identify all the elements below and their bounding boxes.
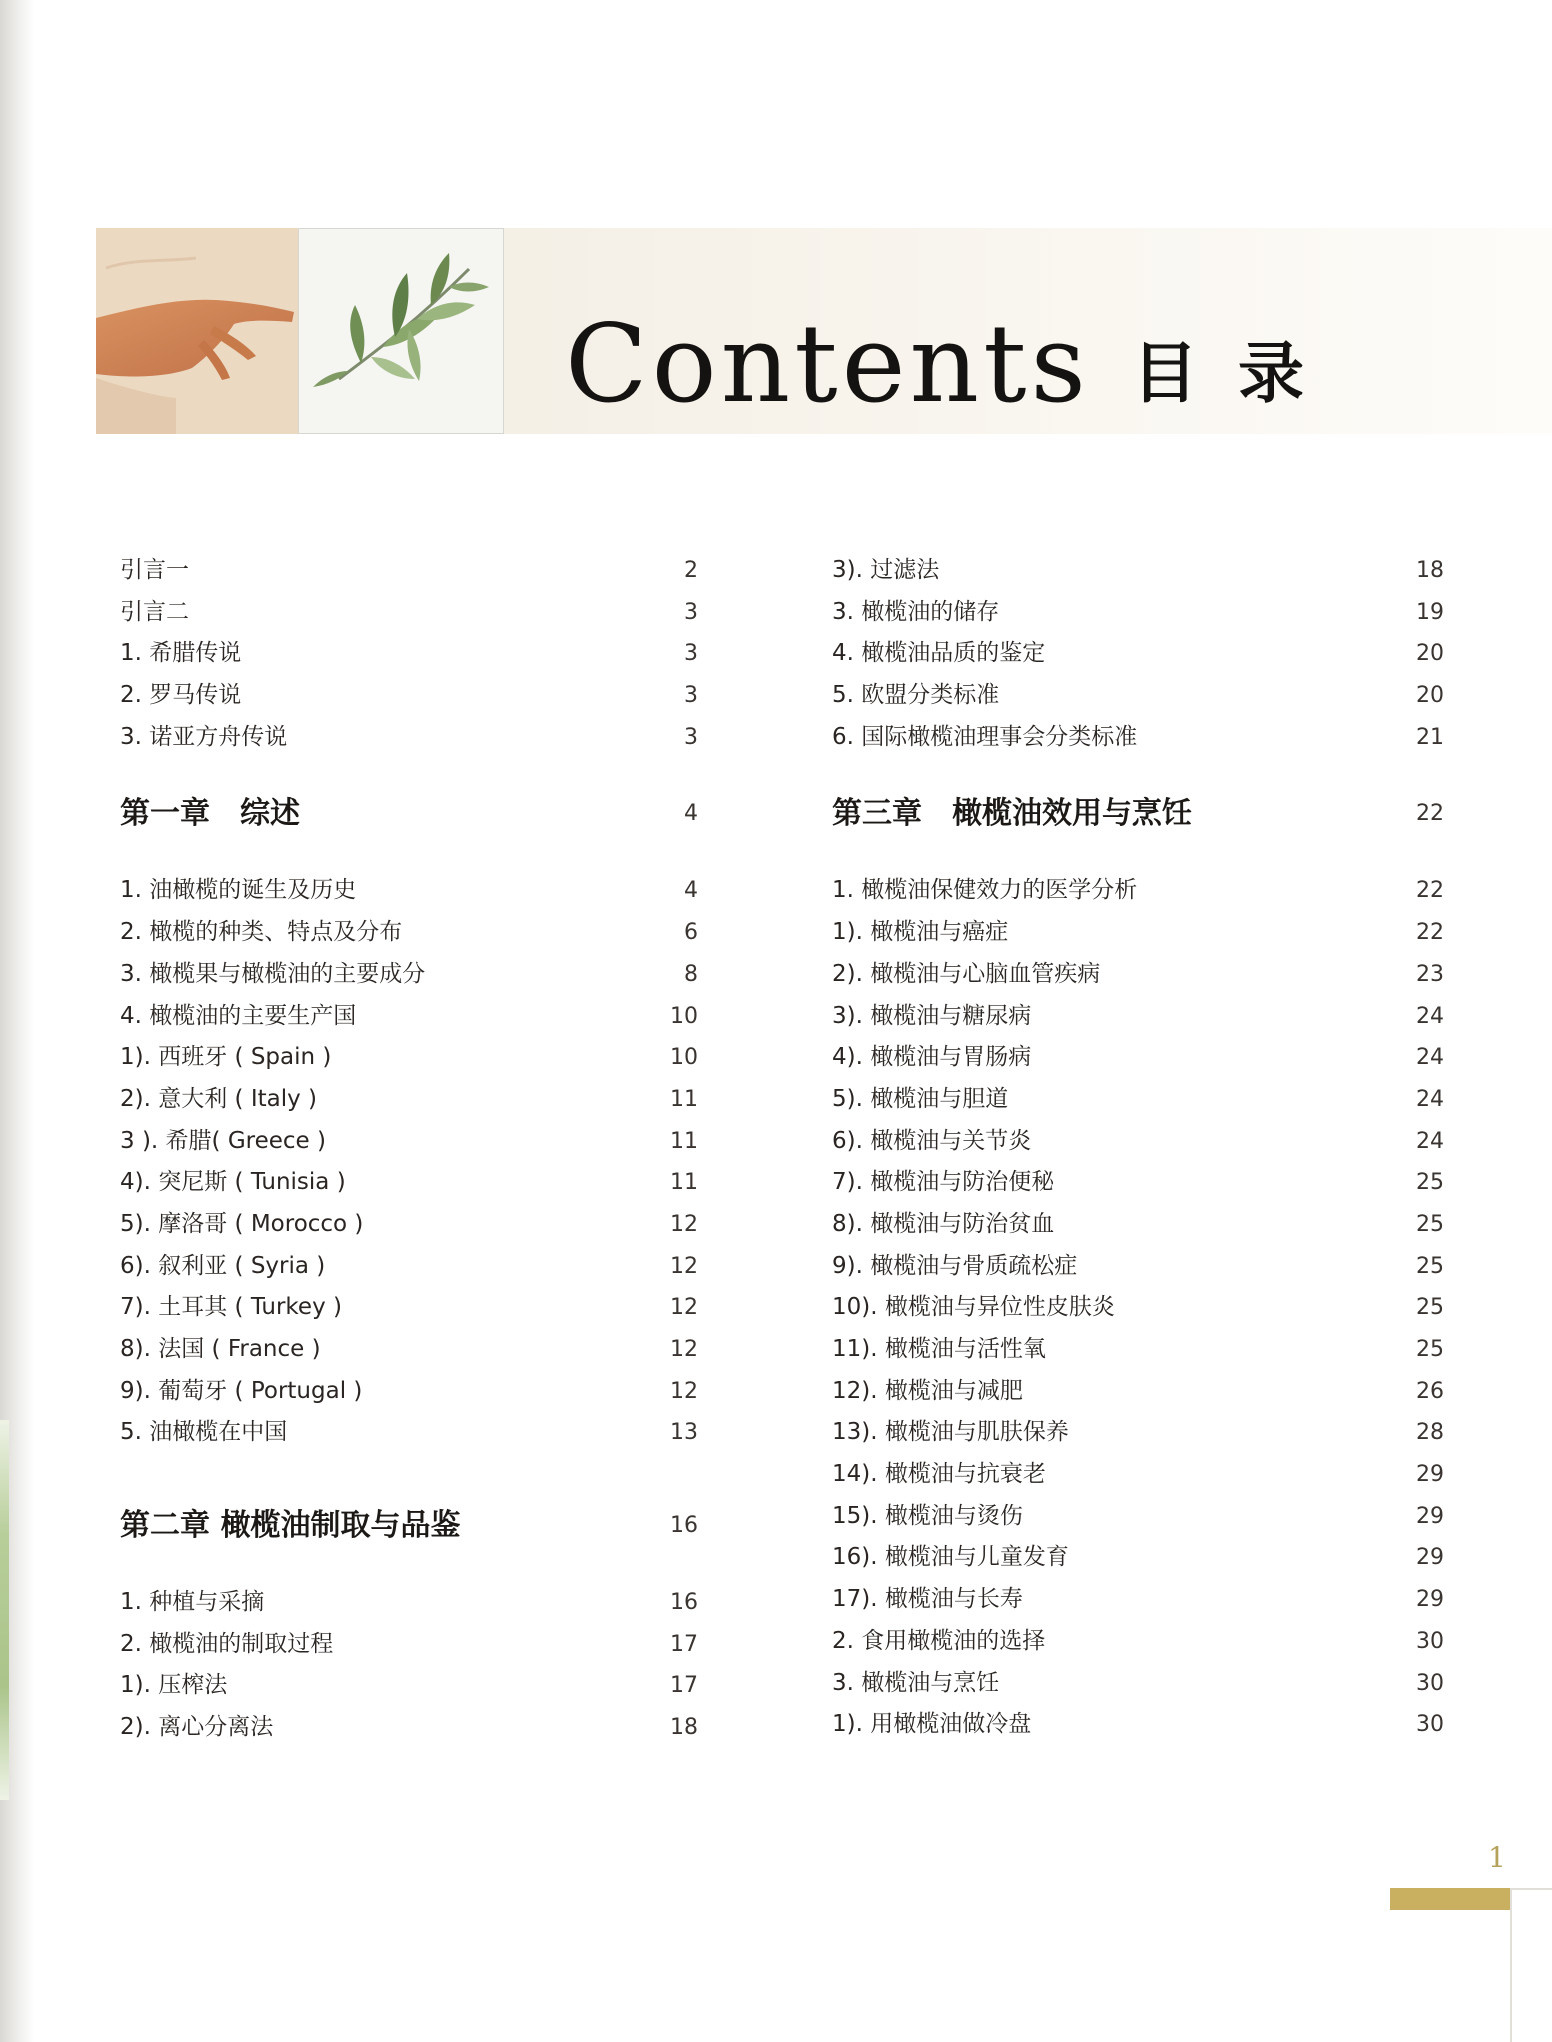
toc-chapter2-continued-group	[832, 550, 1444, 758]
toc-entry-page: 30	[1416, 1712, 1444, 1738]
toc-entry[interactable]	[120, 996, 698, 1038]
toc-entry-page: 29	[1416, 1545, 1444, 1571]
toc-entry-label: 16). 橄榄油与儿童发育	[832, 1544, 1069, 1571]
toc-entry-page: 24	[1416, 1003, 1444, 1029]
toc-entry[interactable]	[832, 1454, 1444, 1496]
toc-entry-label: 1). 橄榄油与癌症	[832, 919, 1009, 946]
toc-entry-label: 2. 食用橄榄油的选择	[832, 1627, 1046, 1654]
toc-entry[interactable]	[832, 1037, 1444, 1079]
toc-entry[interactable]	[120, 912, 698, 954]
toc-entry-page: 21	[1416, 724, 1444, 750]
toc-chapter1-group	[120, 870, 698, 1454]
toc-entry-label: 7). 橄榄油与防治便秘	[832, 1169, 1055, 1196]
toc-entry[interactable]	[832, 1246, 1444, 1288]
contents-title-cn: 目录	[1132, 334, 1344, 412]
toc-left-column	[120, 550, 698, 1749]
toc-entry-page: 23	[1416, 961, 1444, 987]
olive-branch-illustration	[299, 229, 503, 433]
toc-entry[interactable]	[120, 1624, 698, 1666]
page-number: 1	[1488, 1841, 1506, 1874]
toc-entry[interactable]	[832, 1079, 1444, 1121]
toc-chapter2-group	[120, 1582, 698, 1749]
toc-entry[interactable]	[832, 954, 1444, 996]
toc-entry-page: 12	[670, 1295, 698, 1321]
toc-entry-label: 11). 橄榄油与活性氧	[832, 1336, 1046, 1362]
toc-entry-label: 5. 欧盟分类标准	[832, 682, 1000, 709]
toc-entry-page: 30	[1416, 1670, 1444, 1696]
toc-entry-label: 9). 葡萄牙 ( Portugal )	[120, 1377, 363, 1404]
toc-entry[interactable]	[832, 1329, 1444, 1371]
toc-entry-page: 28	[1416, 1420, 1444, 1446]
toc-entry[interactable]	[120, 550, 698, 592]
toc-entry-page: 6	[684, 920, 698, 946]
toc-entry[interactable]	[832, 1496, 1444, 1538]
toc-entry-label: 6. 国际橄榄油理事会分类标准	[832, 723, 1138, 750]
chapter-page: 22	[1416, 801, 1444, 827]
toc-entry[interactable]	[120, 1246, 698, 1288]
toc-intro-group	[120, 550, 698, 758]
toc-entry-page: 11	[670, 1170, 698, 1196]
toc-entry-label: 8). 橄榄油与防治贫血	[832, 1210, 1055, 1237]
toc-entry[interactable]	[120, 1079, 698, 1121]
toc-entry-page: 2	[684, 558, 698, 583]
toc-entry-label: 1. 橄榄油保健效力的医学分析	[832, 877, 1138, 904]
toc-entry[interactable]	[120, 1329, 698, 1371]
toc-entry-label: 4). 突尼斯 ( Tunisia )	[120, 1169, 346, 1196]
toc-entry[interactable]	[120, 1162, 698, 1204]
toc-entry-label: 5). 摩洛哥 ( Morocco )	[120, 1210, 364, 1237]
toc-entry-label: 5). 橄榄油与胆道	[832, 1085, 1009, 1112]
spacer	[120, 758, 680, 784]
toc-entry[interactable]	[120, 1204, 698, 1246]
toc-entry-page: 18	[670, 1715, 698, 1741]
toc-entry-label: 引言一	[120, 557, 189, 583]
toc-entry-label: 13). 橄榄油与肌肤保养	[832, 1419, 1069, 1446]
toc-entry-label: 17). 橄榄油与长寿	[832, 1586, 1023, 1613]
toc-entry-page: 10	[670, 1045, 698, 1071]
toc-entry[interactable]	[832, 1704, 1444, 1746]
toc-entry[interactable]	[120, 1412, 698, 1454]
toc-entry[interactable]	[120, 675, 698, 717]
toc-entry[interactable]	[832, 675, 1444, 717]
toc-entry[interactable]	[120, 1287, 698, 1329]
toc-entry[interactable]	[120, 870, 698, 912]
toc-entry[interactable]	[120, 633, 698, 675]
toc-entry-page: 16	[670, 1590, 698, 1616]
spacer	[832, 758, 1392, 784]
toc-entry-page: 22	[1416, 878, 1444, 904]
toc-entry-label: 1). 用橄榄油做冷盘	[832, 1711, 1032, 1738]
toc-entry-page: 29	[1416, 1587, 1444, 1613]
toc-entry-label: 3). 橄榄油与糖尿病	[832, 1002, 1032, 1029]
toc-entry-page: 19	[1416, 599, 1444, 625]
chapter-title: 第三章 橄榄油效用与烹饪	[832, 796, 1192, 832]
toc-entry-label: 3. 橄榄果与橄榄油的主要成分	[120, 960, 426, 987]
toc-entry[interactable]	[120, 1371, 698, 1413]
toc-entry-page: 20	[1416, 641, 1444, 667]
corner-rule-horizontal	[1510, 1888, 1552, 1890]
toc-entry-label: 1. 希腊传说	[120, 640, 242, 667]
chapter-title: 第二章 橄榄油制取与品鉴	[120, 1508, 461, 1544]
toc-entry[interactable]	[120, 592, 698, 634]
toc-entry-page: 12	[670, 1253, 698, 1279]
toc-entry-page: 20	[1416, 683, 1444, 709]
toc-entry-label: 2. 罗马传说	[120, 682, 242, 709]
toc-entry-label: 6). 叙利亚 ( Syria )	[120, 1252, 326, 1279]
toc-entry-page: 24	[1416, 1128, 1444, 1154]
gold-accent-bar	[1390, 1888, 1510, 1910]
toc-entry-label: 2. 橄榄的种类、特点及分布	[120, 919, 403, 946]
toc-entry-label: 2). 橄榄油与心脑血管疾病	[832, 960, 1101, 987]
toc-entry-page: 3	[684, 724, 698, 750]
olive-branch-image	[298, 228, 504, 434]
spacer	[120, 1556, 680, 1582]
toc-entry[interactable]	[120, 1665, 698, 1707]
toc-entry[interactable]	[120, 717, 698, 759]
toc-entry-page: 25	[1416, 1211, 1444, 1237]
toc-entry-page: 12	[670, 1211, 698, 1237]
toc-entry-label: 4. 橄榄油的主要生产国	[120, 1002, 357, 1029]
toc-entry-label: 2. 橄榄油的制取过程	[120, 1630, 334, 1657]
toc-entry-label: 4. 橄榄油品质的鉴定	[832, 640, 1046, 667]
toc-entry-label: 4). 橄榄油与胃肠病	[832, 1044, 1032, 1071]
toc-entry-page: 17	[670, 1673, 698, 1699]
toc-entry-page: 4	[684, 878, 698, 904]
toc-entry[interactable]	[832, 1412, 1444, 1454]
toc-entry[interactable]	[832, 912, 1444, 954]
toc-entry-label: 10). 橄榄油与异位性皮肤炎	[832, 1294, 1115, 1321]
toc-entry-page: 12	[670, 1337, 698, 1362]
toc-entry-label: 1). 压榨法	[120, 1672, 228, 1699]
toc-entry-page: 11	[670, 1086, 698, 1112]
toc-entry-label: 12). 橄榄油与减肥	[832, 1377, 1023, 1404]
toc-entry[interactable]	[832, 1121, 1444, 1163]
toc-entry-page: 29	[1416, 1462, 1444, 1488]
toc-entry[interactable]	[832, 1204, 1444, 1246]
toc-entry-page: 10	[670, 1003, 698, 1029]
toc-entry[interactable]	[832, 550, 1444, 592]
binding-edge-tint	[0, 1420, 9, 1800]
chapter-page: 16	[670, 1513, 698, 1539]
toc-entry[interactable]	[832, 1579, 1444, 1621]
toc-entry[interactable]	[832, 592, 1444, 634]
toc-entry-page: 3	[684, 683, 698, 709]
toc-entry-page: 22	[1416, 920, 1444, 946]
toc-entry[interactable]	[832, 717, 1444, 759]
toc-entry-label: 9). 橄榄油与骨质疏松症	[832, 1252, 1078, 1279]
toc-entry[interactable]	[832, 996, 1444, 1038]
toc-entry-page: 25	[1416, 1170, 1444, 1196]
toc-entry-page: 26	[1416, 1378, 1444, 1404]
toc-entry-page: 24	[1416, 1086, 1444, 1112]
toc-entry-label: 1). 西班牙 ( Spain )	[120, 1044, 332, 1071]
toc-entry[interactable]	[832, 1371, 1444, 1413]
toc-entry[interactable]	[832, 1537, 1444, 1579]
toc-entry-page: 18	[1416, 558, 1444, 583]
toc-entry-label: 7). 土耳其 ( Turkey )	[120, 1294, 342, 1321]
toc-entry[interactable]	[832, 633, 1444, 675]
spacer	[832, 844, 1392, 870]
toc-entry-label: 14). 橄榄油与抗衰老	[832, 1461, 1046, 1488]
toc-entry-page: 25	[1416, 1253, 1444, 1279]
toc-entry-page: 13	[670, 1420, 698, 1446]
toc-entry-label: 2). 离心分离法	[120, 1714, 274, 1741]
toc-entry-label: 引言二	[120, 598, 189, 625]
chapter-heading-1[interactable]	[120, 784, 698, 844]
chapter-heading-3[interactable]	[832, 784, 1444, 844]
toc-entry[interactable]	[832, 870, 1444, 912]
toc-entry-page: 8	[684, 961, 698, 987]
toc-entry-label: 3. 橄榄油与烹饪	[832, 1669, 1000, 1696]
toc-entry-label: 5. 油橄榄在中国	[120, 1419, 288, 1446]
toc-entry-label: 3. 橄榄油的储存	[832, 598, 1000, 625]
toc-entry[interactable]	[120, 1037, 698, 1079]
spacer	[120, 844, 680, 870]
toc-right-column	[832, 550, 1444, 1746]
toc-entry-label: 1. 油橄榄的诞生及历史	[120, 877, 357, 904]
toc-entry-page: 30	[1416, 1628, 1444, 1654]
chapter-page: 4	[684, 801, 698, 827]
toc-entry[interactable]	[120, 1707, 698, 1749]
toc-entry-label: 3 ). 希腊( Greece )	[120, 1127, 326, 1154]
toc-entry-page: 11	[670, 1128, 698, 1154]
toc-entry[interactable]	[832, 1621, 1444, 1663]
toc-entry-page: 17	[670, 1631, 698, 1657]
toc-entry-label: 3. 诺亚方舟传说	[120, 723, 288, 750]
toc-entry-page: 29	[1416, 1503, 1444, 1529]
toc-entry[interactable]	[832, 1287, 1444, 1329]
toc-entry-page: 3	[684, 599, 698, 625]
toc-entry-page: 24	[1416, 1045, 1444, 1071]
toc-entry-label: 6). 橄榄油与关节炎	[832, 1127, 1032, 1154]
toc-entry-page: 12	[670, 1378, 698, 1404]
chapter-title: 第一章 综述	[120, 796, 300, 832]
corner-rule-vertical	[1510, 1888, 1512, 2042]
toc-chapter3-group	[832, 870, 1444, 1745]
toc-entry-page: 3	[684, 641, 698, 667]
spacer	[120, 1454, 680, 1496]
toc-entry[interactable]	[832, 1162, 1444, 1204]
hand-fresco-image	[96, 228, 298, 434]
toc-entry-page: 25	[1416, 1337, 1444, 1362]
chapter-heading-2[interactable]	[120, 1496, 698, 1556]
toc-entry[interactable]	[120, 1121, 698, 1163]
toc-entry-label: 3). 过滤法	[832, 557, 940, 583]
toc-entry-label: 2). 意大利 ( Italy )	[120, 1085, 318, 1112]
toc-entry[interactable]	[120, 1582, 698, 1624]
hand-fresco-illustration	[96, 228, 298, 434]
toc-entry-label: 8). 法国 ( France )	[120, 1336, 321, 1362]
toc-entry[interactable]	[832, 1663, 1444, 1705]
toc-entry-page: 25	[1416, 1295, 1444, 1321]
toc-entry[interactable]	[120, 954, 698, 996]
contents-title-en: Contents	[565, 302, 1090, 427]
toc-entry-label: 1. 种植与采摘	[120, 1589, 265, 1616]
toc-entry-label: 15). 橄榄油与烫伤	[832, 1502, 1023, 1529]
